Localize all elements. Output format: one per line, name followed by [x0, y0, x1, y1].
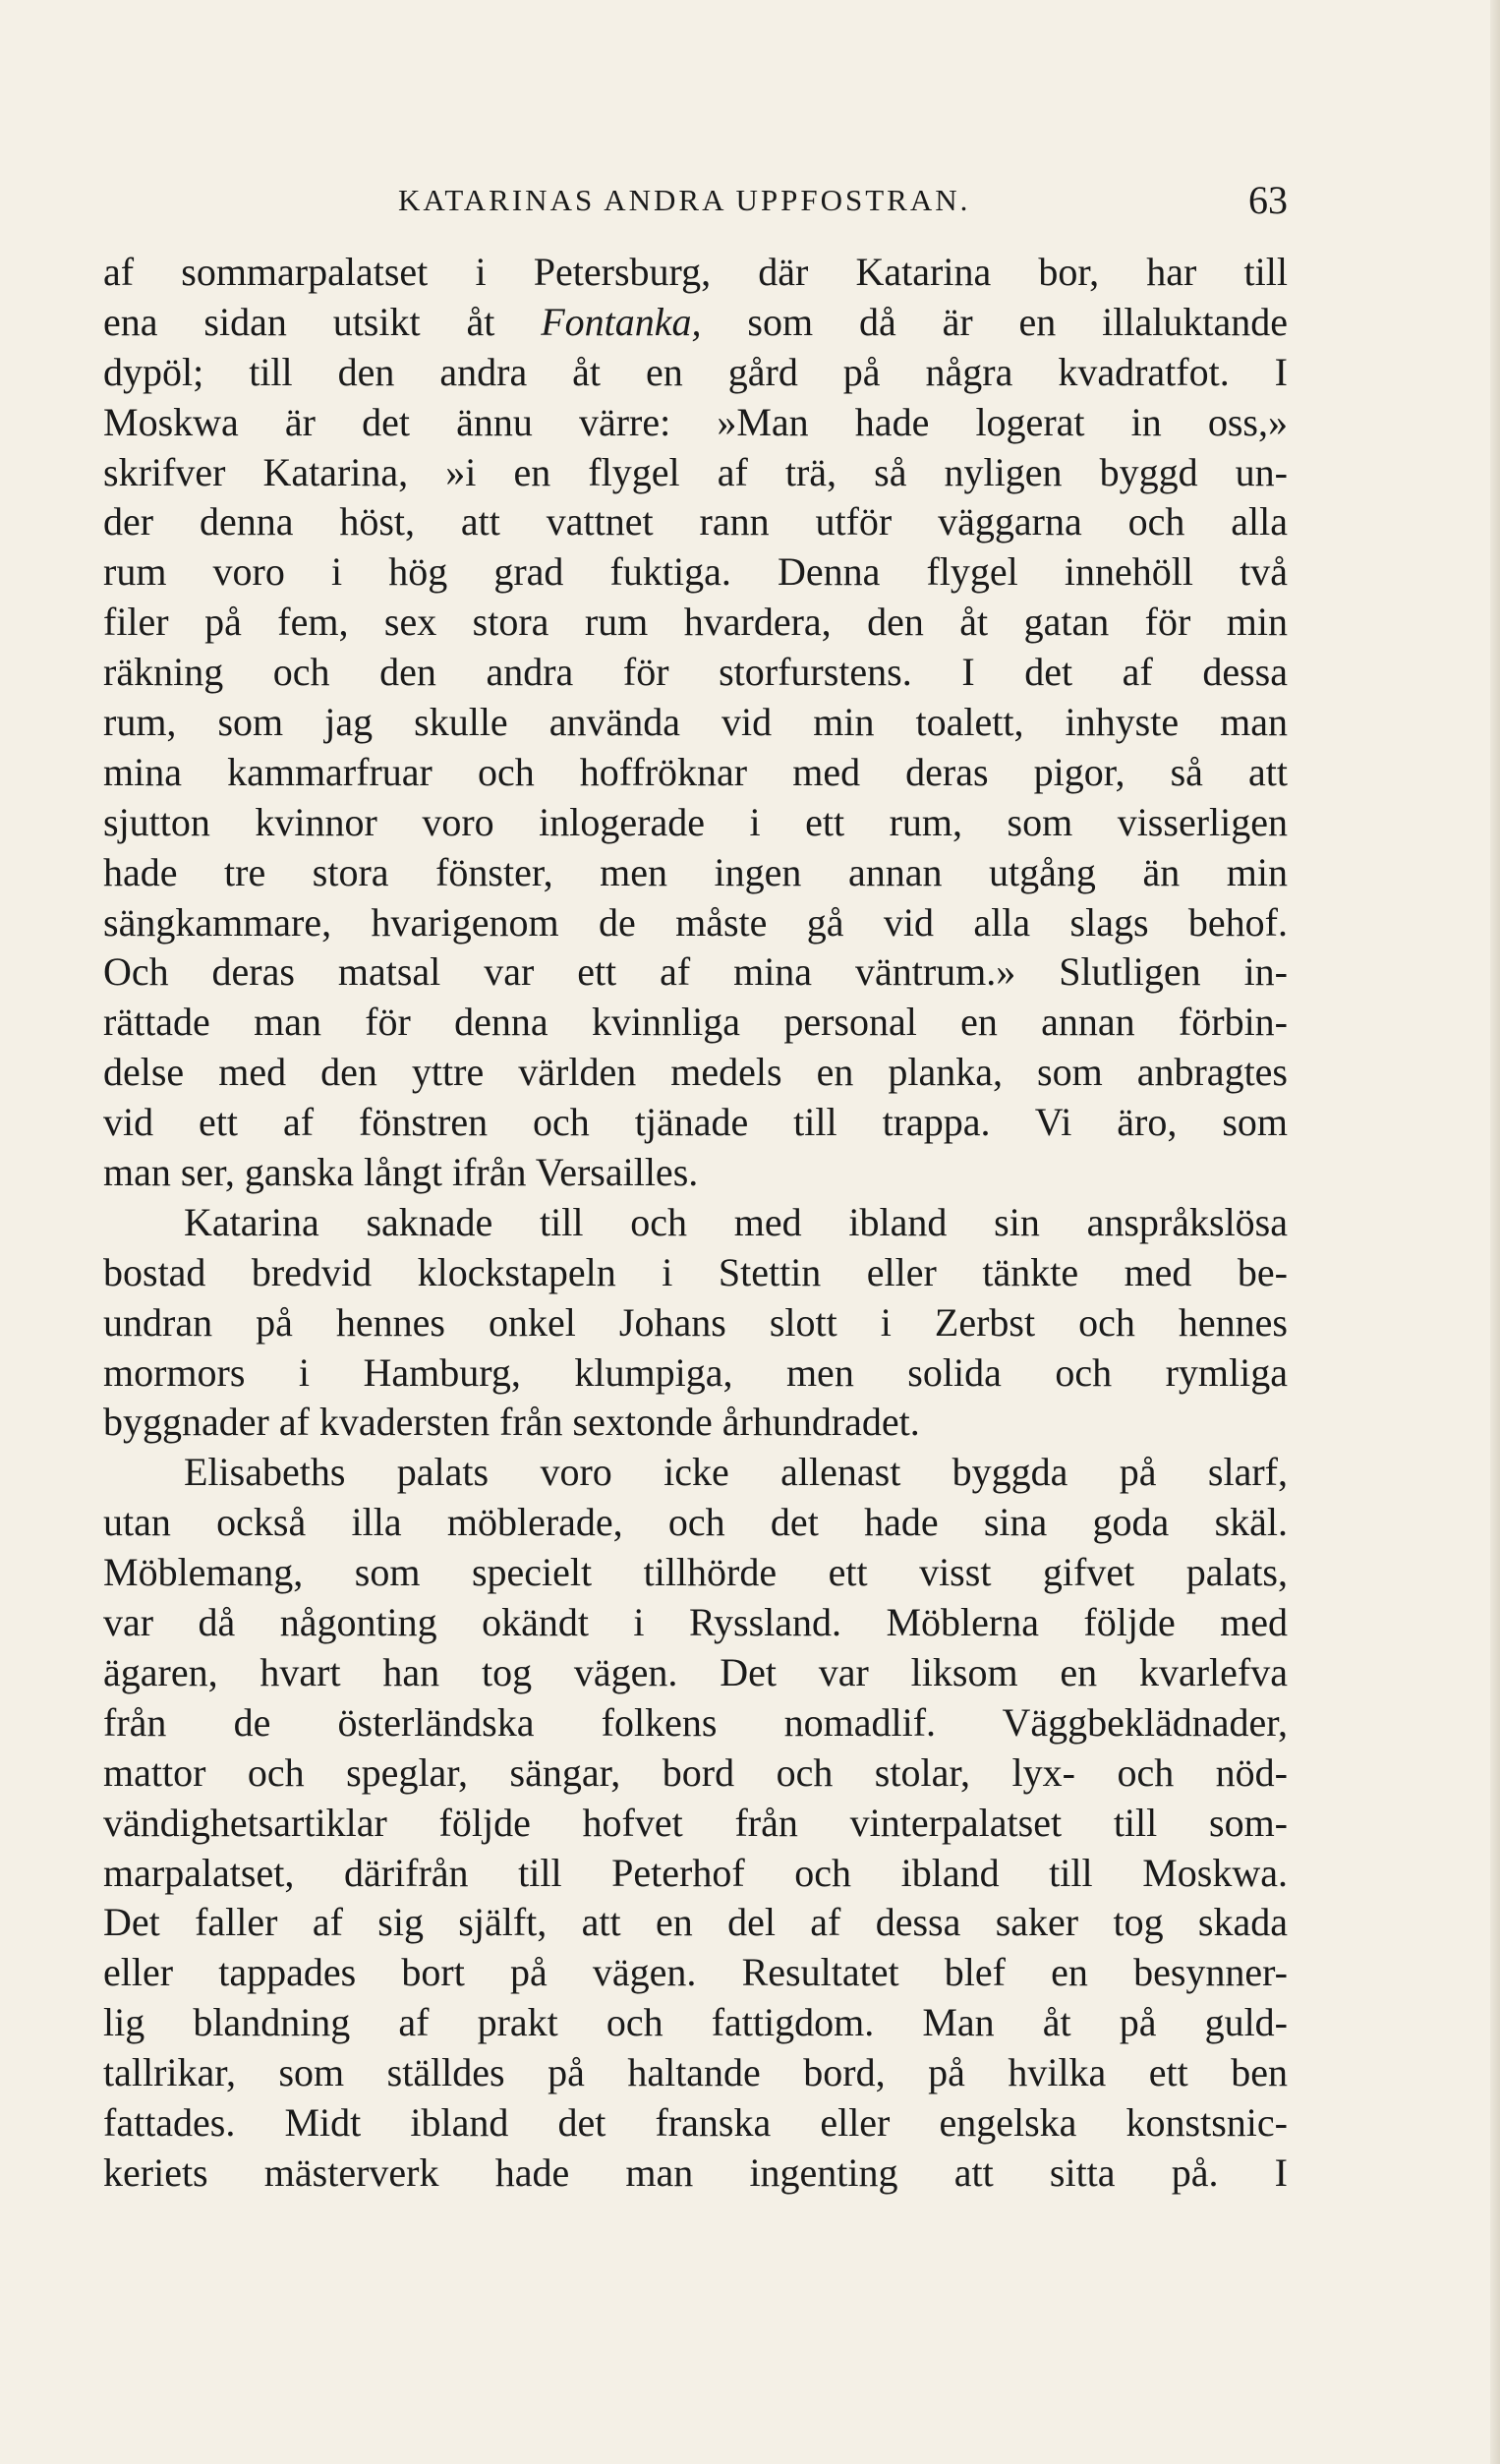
running-title: KATARINAS ANDRA UPPFOSTRAN. — [398, 183, 971, 217]
text-line: keriets mästerverk hade man ingenting att sitta på. I — [103, 2149, 1288, 2195]
text-line: lig blandning af prakt och fattigdom. Man åt på guld- — [103, 2000, 1288, 2045]
paragraph-start-line: Katarina saknade till och med ibland sin anspråkslösa — [184, 1199, 1288, 1244]
text-line: utan också illa möblerade, och det hade sina goda skäl. — [103, 1500, 1288, 1545]
text-line: från de österländska folkens nomadlif. Väggbeklädnader, — [103, 1699, 1288, 1745]
text-line: Och deras matsal var ett af mina väntrum.» Slutligen in- — [103, 949, 1288, 995]
text-line: der denna höst, att vattnet rann utför väggarna och alla — [103, 499, 1288, 544]
text-line: tallrikar, som ställdes på haltande bord, på hvilka ett ben — [103, 2050, 1288, 2095]
text-line: undran på hennes onkel Johans slott i Zerbst och hennes — [103, 1299, 1288, 1345]
text-line: eller tappades bort på vägen. Resultatet blef en besynner- — [103, 1950, 1288, 1995]
text-line: rättade man för denna kvinnliga personal en annan förbin- — [103, 1000, 1288, 1045]
text-line: Moskwa är det ännu värre: »Man hade logerat in oss,» — [103, 399, 1288, 444]
text-line: räkning och den andra för storfurstens. I det af dessa — [103, 650, 1288, 695]
text-line: rum, som jag skulle använda vid min toalett, inhyste man — [103, 700, 1288, 745]
text-line: ägaren, hvart han tog vägen. Det var liksom en kvarlefva — [103, 1649, 1288, 1694]
text-line — [103, 298, 1288, 348]
text-line: bostad bredvid klockstapeln i Stettin eller tänkte med be- — [103, 1249, 1288, 1294]
paragraph-end-line: byggnader af kvadersten från sextonde århundradet. — [103, 1400, 920, 1445]
running-head — [103, 177, 1288, 226]
text-line: delse med den yttre världen medels en planka, som anbragtes — [103, 1050, 1288, 1095]
text-line: Det faller af sig själft, att en del af dessa saker tog skada — [103, 1900, 1288, 1945]
text-line: Möblemang, som specielt tillhörde ett visst gifvet palats, — [103, 1550, 1288, 1595]
page-edge — [1490, 0, 1500, 2464]
text-line: dypöl; till den andra åt en gård på några kvadratfot. I — [103, 349, 1288, 394]
italic-place-name: Fontanka, — [541, 299, 702, 344]
text-line: sjutton kvinnor voro inlogerade i ett rum, som visserligen — [103, 799, 1288, 844]
text-line: mormors i Hamburg, klumpiga, men solida och rymliga — [103, 1349, 1288, 1395]
text-line: mattor och speglar, sängar, bord och stolar, lyx- och nöd- — [103, 1749, 1288, 1795]
page-number: 63 — [1248, 178, 1288, 222]
text-line: mina kammarfruar och hoffröknar med deras pigor, så att — [103, 749, 1288, 794]
text-line: af sommarpalatset i Petersburg, där Katarina bor, har till — [103, 250, 1288, 294]
text-line: marpalatset, därifrån till Peterhof och ibland till Moskwa. — [103, 1850, 1288, 1895]
text-line: vid ett af fönstren och tjänade till trappa. Vi äro, som — [103, 1100, 1288, 1145]
text-line-end: som då är en illaluktande — [701, 299, 1288, 344]
body-text — [103, 248, 1288, 2199]
text-line: skrifver Katarina, »i en flygel af trä, så nyligen byggd un- — [103, 449, 1288, 494]
text-line: filer på fem, sex stora rum hvardera, den åt gatan för min — [103, 600, 1288, 645]
text-line: var då någonting okändt i Ryssland. Möblerna följde med — [103, 1600, 1288, 1645]
text-line: fattades. Midt ibland det franska eller engelska konstsnic- — [103, 2099, 1288, 2145]
text-line: sängkammare, hvarigenom de måste gå vid alla slags behof. — [103, 899, 1288, 945]
text-line-start: ena sidan utsikt åt — [103, 299, 542, 344]
paragraph-end-line: man ser, ganska långt ifrån Versailles. — [103, 1150, 699, 1195]
text-line: hade tre stora fönster, men ingen annan utgång än min — [103, 849, 1288, 894]
text-line: vändighetsartiklar följde hofvet från vinterpalatset till som- — [103, 1800, 1288, 1845]
text-line: rum voro i hög grad fuktiga. Denna flygel innehöll två — [103, 549, 1288, 595]
paragraph-start-line: Elisabeths palats voro icke allenast byggda på slarf, — [184, 1450, 1288, 1495]
